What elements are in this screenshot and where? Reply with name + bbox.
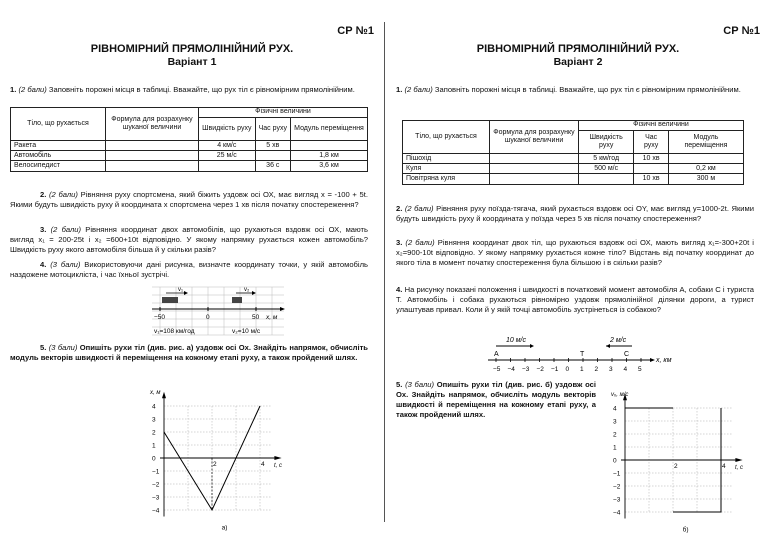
task-5: 5. (3 бали) Опишіть рухи тіл (див. рис. б) уздовж осі Ох. Знайдіть напрямок, обчисліть модуль векторів швидкості й переміщення на кожному етапі руху, а також пройдений шлях. bbox=[396, 380, 596, 420]
point-a: A bbox=[494, 351, 499, 358]
axis-label: x, м bbox=[150, 390, 161, 396]
col-header-formula: Формула для розрахунку шуканої величини bbox=[106, 108, 199, 141]
task-text: Заповніть порожні місця в таблиці. Вважайте, що рух тіл є рівномірним прямолінійним. bbox=[48, 85, 355, 94]
table-row: Повітряна куля 10 хв 300 м bbox=[403, 174, 744, 184]
tick-label: −3 bbox=[152, 494, 160, 502]
v2-label: v₂ bbox=[244, 287, 250, 293]
col-header-body: Тіло, що рухається bbox=[11, 108, 106, 141]
tick-label: 4 bbox=[613, 405, 617, 413]
work-number: СР №1 bbox=[337, 25, 374, 37]
speed-label: v₁=108 км/год bbox=[154, 328, 195, 335]
col-header-time: Час руху bbox=[255, 118, 290, 141]
tick-label: 0 bbox=[613, 457, 617, 465]
tick-label: 0 bbox=[565, 366, 570, 373]
tick-label: 1 bbox=[613, 444, 617, 452]
variant-1-column bbox=[6, 0, 378, 543]
figure-caption: б) bbox=[682, 526, 689, 534]
col-header-displacement: Модуль переміщення bbox=[291, 118, 368, 141]
tick-label: −5 bbox=[493, 366, 501, 373]
tick-label: 0 bbox=[152, 455, 156, 463]
tick-label: 2 bbox=[674, 463, 678, 470]
axis-label: vₓ, м/с bbox=[611, 392, 629, 398]
point-t: T bbox=[580, 351, 585, 358]
table-row: Пішохід 5 км/год 10 хв bbox=[403, 154, 744, 164]
x-axis-arrow bbox=[274, 456, 281, 460]
tick-label: −3 bbox=[522, 366, 530, 373]
figure-caption: а) bbox=[221, 524, 228, 532]
tick-label: −1 bbox=[152, 468, 160, 476]
task-3: 3. (2 бали) Рівняння координат двох автомобілів, що рухаються вздовж осі ОХ, мають вигляд x₁ = 200-25t і x₂ =600+10t відповідно. У якому напрямку рухається кожен автомобіль? Швидкість руху якого автомобіля більша й у скільки разів? bbox=[10, 225, 368, 255]
tick-label: −2 bbox=[536, 366, 544, 373]
axis-label: t, с bbox=[274, 463, 283, 469]
tick-label: 4 bbox=[152, 403, 156, 411]
speed-label: 2 м/с bbox=[610, 337, 627, 344]
tick-label: 1 bbox=[152, 442, 156, 450]
point-c: C bbox=[624, 351, 630, 358]
task-5: 5. (3 бали) Опишіть рухи тіл (див. рис. а) уздовж осі Ох. Знайдіть напрямок, обчисліть модуль векторів швидкості й переміщення на кожному етапі руху, а також пройдений шлях. bbox=[10, 343, 368, 363]
table-row: Куля 500 м/с 0,2 км bbox=[403, 164, 744, 174]
tick-label: −4 bbox=[507, 366, 515, 373]
tick-label: −50 bbox=[154, 314, 166, 321]
graph-a bbox=[136, 386, 283, 532]
col-header-physical: Фізичні величини bbox=[579, 121, 744, 131]
variant-label: Варіант 2 bbox=[553, 56, 603, 68]
task-1: 1. (2 бали) Заповніть порожні місця в таблиці. Вважайте, що рух тіл є рівномірним прямолінійним. bbox=[396, 85, 741, 94]
table-row: Ракета 4 км/с 5 хв bbox=[11, 141, 368, 151]
tick-label: 50 bbox=[252, 314, 260, 321]
tick-label: 4 bbox=[722, 463, 726, 470]
tick-label: 1 bbox=[580, 366, 584, 373]
car-icon bbox=[162, 297, 178, 303]
tick-label: 4 bbox=[261, 461, 265, 468]
tick-label: 3 bbox=[152, 416, 156, 424]
variant-2-column bbox=[392, 0, 764, 543]
tick-label: −2 bbox=[613, 483, 621, 491]
page-title: РІВНОМІРНИЙ ПРЯМОЛІНІЙНИЙ РУХ. bbox=[476, 43, 680, 55]
col-header-speed: Швидкість руху bbox=[579, 131, 634, 154]
page-title: РІВНОМІРНИЙ ПРЯМОЛІНІЙНИЙ РУХ. bbox=[90, 43, 294, 55]
x-axis-arrow bbox=[735, 458, 742, 462]
tick-label: −3 bbox=[613, 496, 621, 504]
tick-label: −1 bbox=[551, 366, 559, 373]
col-header-physical: Фізичні величини bbox=[199, 108, 368, 118]
tick-label: −4 bbox=[613, 509, 621, 517]
task-1: 1. (2 бали) Заповніть порожні місця в таблиці. Вважайте, що рух тіл є рівномірним прямолінійним. bbox=[10, 85, 355, 94]
table-row: Автомобіль 25 м/с 1,8 км bbox=[11, 151, 368, 161]
figure-number-line bbox=[484, 334, 674, 378]
table-task-1 bbox=[402, 120, 744, 185]
tick-label: 3 bbox=[613, 418, 617, 426]
tick-label: 5 bbox=[638, 366, 642, 373]
column-divider bbox=[384, 22, 385, 522]
work-number: СР №1 bbox=[723, 25, 760, 37]
speed-label: 10 м/с bbox=[506, 337, 526, 344]
tick-label: −4 bbox=[152, 507, 160, 515]
task-3: 3. (2 бали) Рівняння координат двох тіл, що рухаються вздовж осі ОХ, мають вигляд x₁=-300+20t і x₂=900-10t відповідно. У якому напрямку рухається кожне тіло? Відстань від початку координат до якого тіла в момент початку спостереження була більшою і в скільки разів? bbox=[396, 238, 754, 268]
tick-label: −2 bbox=[152, 481, 160, 489]
axis-label: t, с bbox=[735, 465, 744, 471]
axis-label: x, м bbox=[266, 314, 278, 321]
tick-label: 3 bbox=[609, 366, 613, 373]
task-2: 2. (2 бали) Рівняння руху спортсмена, який біжить уздовж осі ОХ, має вигляд x = -100 + 5t. Якими будуть швидкість руху й координата x спортсмена через 1 хв після початку спостереження? bbox=[10, 190, 368, 210]
col-header-time: Час руху bbox=[634, 131, 668, 154]
y-axis-arrow bbox=[162, 392, 166, 399]
table-row: Велосипедист 36 с 3,6 км bbox=[11, 161, 368, 171]
table-task-1 bbox=[10, 107, 368, 172]
task-4: 4. (3 бали) Використовуючи дані рисунка, визначте координату точки, у якій автомобіль наздожене мотоцикліста, і час їхньої зустрічі. bbox=[10, 260, 368, 280]
task-2: 2. (2 бали) Рівняння руху поїзда-тягача, який рухається вздовж осі OY, має вигляд y=1000-2t. Якими будуть швидкість руху й координата y поїзда через 5 хв після початку спостереження? bbox=[396, 204, 754, 224]
tick-label: 2 bbox=[213, 461, 217, 468]
tick-label: 0 bbox=[206, 314, 210, 321]
graph-b bbox=[597, 388, 747, 534]
tick-label: 2 bbox=[152, 429, 156, 437]
v1-label: v₁ bbox=[178, 287, 184, 293]
col-header-body: Тіло, що рухається bbox=[403, 121, 490, 154]
col-header-speed: Швидкість руху bbox=[199, 118, 256, 141]
col-header-displacement: Модуль переміщення bbox=[668, 131, 743, 154]
task-4: 4. На рисунку показані положення і швидкості в початковий момент автомобіля А, собаки С і туриста Т. Автомобіль і собака рухаються рівномірно уздовж прямолінійної ділянки дороги, а турист улаштував привал. Коли й у якій точці автомобіль зустрінеться із собакою? bbox=[396, 285, 754, 315]
figure-road bbox=[148, 283, 288, 341]
speed-label: v₂=10 м/с bbox=[232, 328, 261, 335]
variant-label: Варіант 1 bbox=[167, 56, 217, 68]
task-points: (2 бали) bbox=[18, 85, 47, 94]
col-header-formula: Формула для розрахунку шуканої величини bbox=[490, 121, 579, 154]
tick-label: 4 bbox=[623, 366, 628, 373]
tick-label: −1 bbox=[613, 470, 621, 478]
moto-icon bbox=[232, 297, 242, 303]
axis-label: x, км bbox=[656, 357, 672, 364]
tick-label: 2 bbox=[613, 431, 617, 439]
tick-label: 2 bbox=[594, 366, 599, 373]
